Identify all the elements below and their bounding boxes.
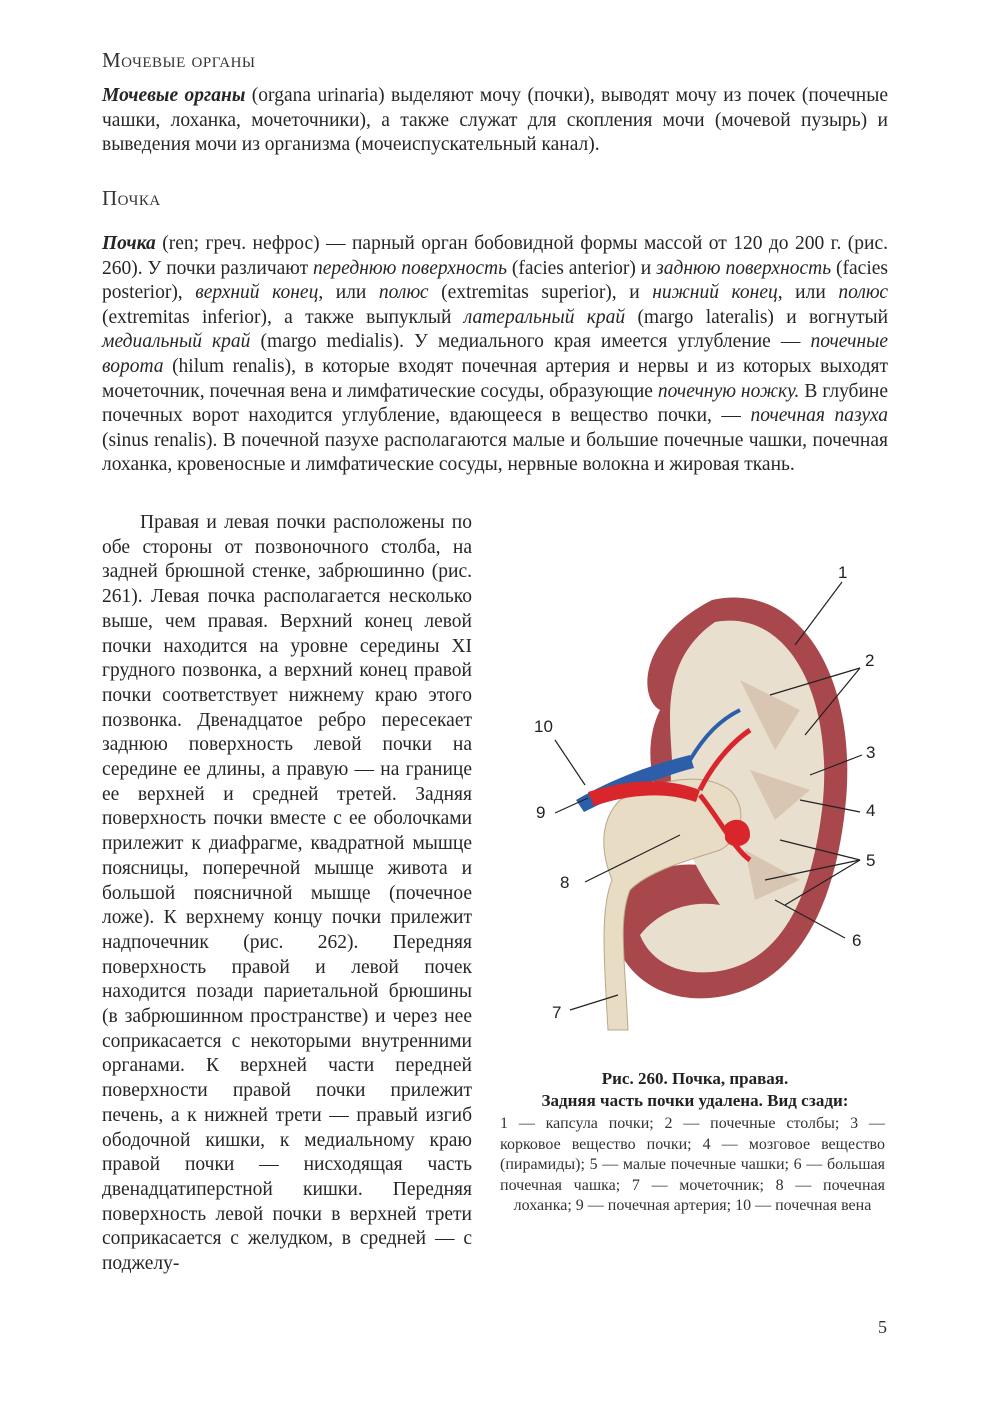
- term-lower-end: нижний конец: [652, 282, 778, 304]
- figure-label-3: 3: [866, 743, 876, 762]
- text-run: , или: [777, 282, 839, 304]
- term-posterior-surface: заднюю поверхность: [656, 257, 832, 279]
- text-run: (hilum renalis), в которые входят почечная артерия и нервы и из которых выходят мочеточник, почечная вена и лимфатические сосуды, образующие: [102, 355, 888, 402]
- term-anterior-surface: переднюю поверхность: [313, 257, 507, 279]
- text-run: (extremitas inferior), а также выпуклый: [102, 306, 464, 328]
- term-pole: полюс: [838, 282, 888, 304]
- term-urinary-organs: Мочевые органы: [102, 85, 246, 106]
- text-run: (facies anterior) и: [506, 257, 657, 279]
- term-lateral-margin: латеральный край: [463, 306, 626, 328]
- text-run: Правая и левая почки расположены по обе стороны от позвоночного столба, на задней брюшной стенке, забрюшинно (рис. 261). Левая почка располагается несколько выше, чем правая. Верхний конец левой почки находится на уровне середины XI грудного позвонка, а верхний конец правой почки соответствует нижнему краю этого позвонка. Двенадцатое ребро пересекает заднюю поверхность левой почки на середине ее длины, а правую — на границе ее верхней и средней третей. Задняя поверхность почки вместе с ее оболочками прилежит к диафрагме, квадратной мышце поясницы, поперечной мышце живота и большой поясничной мышце (почечное ложе). К верхнему концу почки прилежит надпочечник (рис. 262). Передняя поверхность правой и левой почек находится позади париетальной брюшины (в забрюшинном пространстве) и через нее соприкасается с некоторыми внутренними органами. К верхней части передней поверхности правой почки прилежит печень, а к нижней трети — правый изгиб ободочной кишки, к медиальному краю правой почки — нисходящая часть двенадцатиперстной кишки. Передняя поверхность левой почки в верхней трети соприкасается с желудком, в средней — с поджелу-: [102, 512, 472, 1275]
- figure-label-10: 10: [534, 717, 553, 736]
- figure-caption-subtitle: Задняя часть почки удалена. Вид сзади:: [541, 1091, 849, 1110]
- section-title-kidney: Почка: [102, 186, 161, 210]
- figure-label-5: 5: [866, 851, 876, 870]
- figure-caption-title: Рис. 260. Почка, правая.: [601, 1069, 789, 1088]
- figure-legend: 1 — капсула почки; 2 — почечные столбы; 3 — корковое вещество почки; 4 — мозговое вещество (пирамиды); 5 — малые почечные чашки; 6 — большая почечная чашка; 7 — мочеточник; 8 — почечная лоханка; 9 — почечная артерия; 10 — почечная вена: [500, 1115, 885, 1214]
- text-run: (margo medialis). У медиального края имеется углубление —: [250, 331, 811, 353]
- page-number: 5: [878, 1317, 887, 1337]
- paragraph-text: (organa urinaria) выделяют мочу (почки), выводят мочу из почек (почечные чашки, лоханка, мочеточники), а также служат для скопления мочи (мочевой пузырь) и выведения мочи из организма (мочеиспускательный канал).: [102, 85, 888, 156]
- figure-label-8: 8: [560, 873, 570, 892]
- paragraph-kidney-intro: [102, 232, 888, 478]
- figure-label-2: 2: [865, 651, 875, 670]
- text-run: (sinus renalis). В почечной пазухе располагаются малые и большие почечные чашки, почечная лоханка, кровеносные и лимфатические сосуды, нервные волокна и жировая ткань.: [102, 429, 888, 476]
- term-renal-hilum: почечные ворота: [102, 331, 889, 377]
- text-run: , или: [318, 282, 379, 304]
- figure-label-1: 1: [838, 563, 848, 582]
- text-run: (ren; греч. нефрос) — парный орган бобовидной формы массой от 120 до 200 г. (рис. 260). У почки различают: [102, 233, 888, 279]
- figure-label-9: 9: [536, 803, 546, 822]
- term-pole: полюс: [378, 282, 429, 304]
- term-medial-margin: медиальный край: [102, 331, 251, 353]
- figure-label-4: 4: [866, 801, 876, 820]
- paragraph-urinary-organs: [102, 84, 888, 158]
- text-run: В глубине почечных ворот находится углубление, вдающееся в вещество почки, —: [102, 380, 889, 427]
- term-renal-pedicle: почечную ножку.: [657, 380, 800, 402]
- term-renal-sinus: почечная пазуха: [750, 405, 888, 427]
- figure-label-6: 6: [852, 931, 862, 950]
- term-upper-end: верхний конец: [195, 282, 319, 304]
- term-kidney: Почка: [102, 233, 156, 254]
- paragraph-kidney-position: [102, 511, 472, 1277]
- section-title-urinary-organs: Мочевые органы: [102, 48, 256, 72]
- text-run: (margo lateralis) и вогнутый: [625, 306, 889, 328]
- kidney-illustration: [500, 560, 920, 1040]
- text-run: (extremitas superior), и: [428, 282, 653, 304]
- text-run: (facies posterior),: [102, 257, 888, 304]
- figure-label-7: 7: [552, 1003, 562, 1022]
